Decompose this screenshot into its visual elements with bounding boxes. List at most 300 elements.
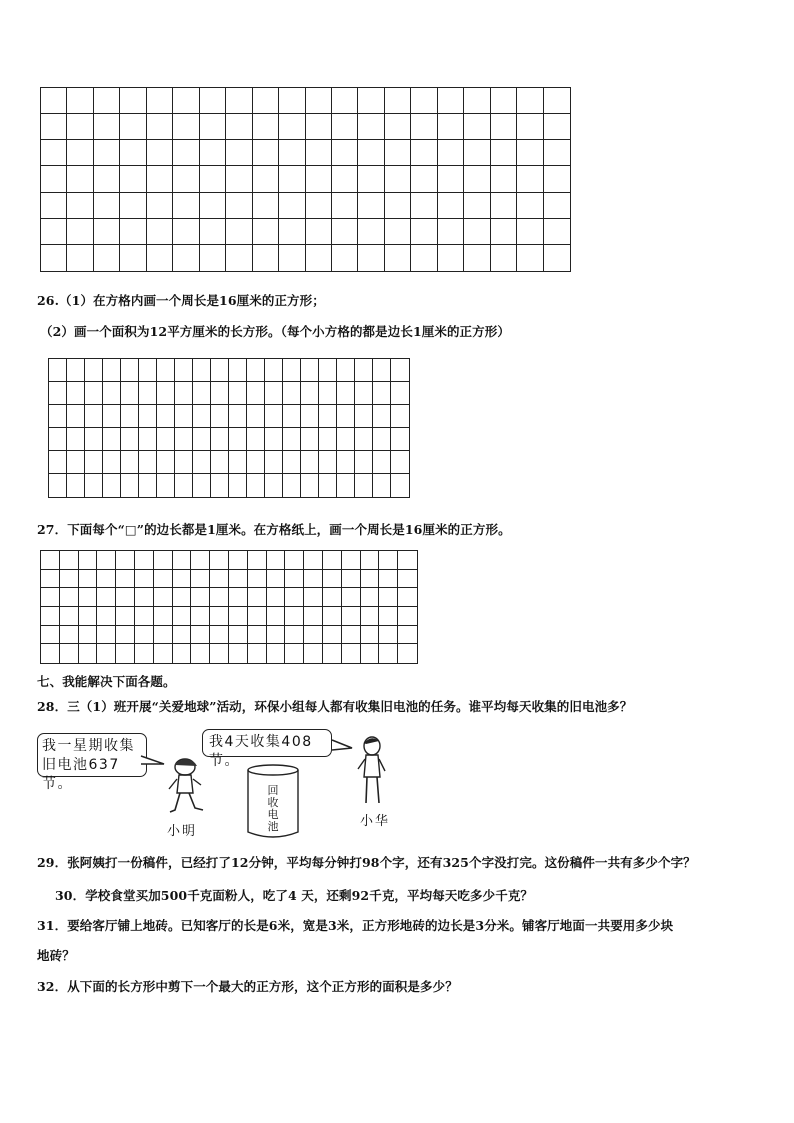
grid-cell[interactable] xyxy=(49,451,67,474)
grid-cell[interactable] xyxy=(517,88,543,114)
grid-cell[interactable] xyxy=(248,644,267,663)
grid-cell[interactable] xyxy=(361,644,380,663)
grid-cell[interactable] xyxy=(253,140,279,166)
grid-cell[interactable] xyxy=(301,405,319,428)
grid-cell[interactable] xyxy=(210,551,229,570)
grid-cell[interactable] xyxy=(438,140,464,166)
grid-cell[interactable] xyxy=(229,405,247,428)
grid-cell[interactable] xyxy=(97,607,116,626)
grid-cell[interactable] xyxy=(373,474,391,497)
grid-cell[interactable] xyxy=(464,140,490,166)
grid-cell[interactable] xyxy=(411,219,437,245)
grid-cell[interactable] xyxy=(306,166,332,192)
grid-cell[interactable] xyxy=(319,474,337,497)
grid-cell[interactable] xyxy=(85,359,103,382)
grid-cell[interactable] xyxy=(267,570,286,589)
grid-cell[interactable] xyxy=(41,114,67,140)
grid-cell[interactable] xyxy=(103,474,121,497)
grid-cell[interactable] xyxy=(211,382,229,405)
grid-cell[interactable] xyxy=(491,140,517,166)
grid-cell[interactable] xyxy=(67,428,85,451)
grid-cell[interactable] xyxy=(247,405,265,428)
grid-cell[interactable] xyxy=(373,359,391,382)
grid-cell[interactable] xyxy=(358,245,384,271)
grid-cell[interactable] xyxy=(306,219,332,245)
grid-cell[interactable] xyxy=(342,551,361,570)
grid-cell[interactable] xyxy=(544,114,570,140)
grid-cell[interactable] xyxy=(226,193,252,219)
grid-cell[interactable] xyxy=(337,451,355,474)
grid-cell[interactable] xyxy=(121,428,139,451)
grid-cell[interactable] xyxy=(120,245,146,271)
grid-cell[interactable] xyxy=(103,451,121,474)
grid-cell[interactable] xyxy=(267,644,286,663)
grid-cell[interactable] xyxy=(200,219,226,245)
grid-cell[interactable] xyxy=(79,588,98,607)
grid-cell[interactable] xyxy=(135,588,154,607)
grid-cell[interactable] xyxy=(120,88,146,114)
grid-cell[interactable] xyxy=(306,88,332,114)
grid-cell[interactable] xyxy=(279,140,305,166)
grid-cell[interactable] xyxy=(79,626,98,645)
grid-cell[interactable] xyxy=(49,405,67,428)
grid-cell[interactable] xyxy=(229,607,248,626)
grid-cell[interactable] xyxy=(229,644,248,663)
grid-cell[interactable] xyxy=(253,193,279,219)
grid-cell[interactable] xyxy=(464,88,490,114)
grid-cell[interactable] xyxy=(411,193,437,219)
grid-cell[interactable] xyxy=(361,626,380,645)
grid-cell[interactable] xyxy=(191,570,210,589)
grid-cell[interactable] xyxy=(385,193,411,219)
grid-top[interactable] xyxy=(40,87,571,272)
grid-cell[interactable] xyxy=(229,570,248,589)
grid-cell[interactable] xyxy=(253,245,279,271)
grid-cell[interactable] xyxy=(398,607,417,626)
grid-cell[interactable] xyxy=(147,140,173,166)
grid-cell[interactable] xyxy=(283,428,301,451)
grid-cell[interactable] xyxy=(279,219,305,245)
grid-cell[interactable] xyxy=(337,474,355,497)
grid-cell[interactable] xyxy=(154,644,173,663)
grid-cell[interactable] xyxy=(173,193,199,219)
grid-cell[interactable] xyxy=(379,644,398,663)
grid-cell[interactable] xyxy=(411,166,437,192)
grid-cell[interactable] xyxy=(342,570,361,589)
grid-cell[interactable] xyxy=(285,644,304,663)
grid-cell[interactable] xyxy=(120,166,146,192)
grid-cell[interactable] xyxy=(41,644,60,663)
grid-cell[interactable] xyxy=(147,193,173,219)
grid-cell[interactable] xyxy=(200,166,226,192)
grid-cell[interactable] xyxy=(355,474,373,497)
grid-cell[interactable] xyxy=(373,428,391,451)
grid-cell[interactable] xyxy=(85,382,103,405)
grid-cell[interactable] xyxy=(285,551,304,570)
grid-cell[interactable] xyxy=(193,359,211,382)
grid-cell[interactable] xyxy=(361,607,380,626)
grid-cell[interactable] xyxy=(438,114,464,140)
grid-cell[interactable] xyxy=(517,219,543,245)
grid-cell[interactable] xyxy=(283,405,301,428)
grid-cell[interactable] xyxy=(67,245,93,271)
grid-cell[interactable] xyxy=(226,140,252,166)
grid-cell[interactable] xyxy=(301,359,319,382)
grid-cell[interactable] xyxy=(200,245,226,271)
grid-cell[interactable] xyxy=(358,114,384,140)
grid-cell[interactable] xyxy=(226,219,252,245)
grid-cell[interactable] xyxy=(438,193,464,219)
grid-cell[interactable] xyxy=(517,114,543,140)
grid-cell[interactable] xyxy=(306,114,332,140)
grid-cell[interactable] xyxy=(544,245,570,271)
grid-cell[interactable] xyxy=(41,626,60,645)
grid-cell[interactable] xyxy=(319,428,337,451)
grid-cell[interactable] xyxy=(147,166,173,192)
grid-cell[interactable] xyxy=(175,405,193,428)
grid-cell[interactable] xyxy=(94,166,120,192)
grid-cell[interactable] xyxy=(544,88,570,114)
grid-cell[interactable] xyxy=(60,570,79,589)
grid-cell[interactable] xyxy=(319,382,337,405)
grid-cell[interactable] xyxy=(41,219,67,245)
grid-cell[interactable] xyxy=(154,551,173,570)
grid-cell[interactable] xyxy=(355,451,373,474)
grid-cell[interactable] xyxy=(173,219,199,245)
grid-cell[interactable] xyxy=(464,245,490,271)
grid-cell[interactable] xyxy=(491,245,517,271)
grid-cell[interactable] xyxy=(464,114,490,140)
grid-cell[interactable] xyxy=(79,607,98,626)
grid-cell[interactable] xyxy=(193,405,211,428)
grid-cell[interactable] xyxy=(304,570,323,589)
grid-cell[interactable] xyxy=(304,626,323,645)
grid-cell[interactable] xyxy=(226,166,252,192)
grid-cell[interactable] xyxy=(41,140,67,166)
grid-cell[interactable] xyxy=(279,114,305,140)
grid-cell[interactable] xyxy=(464,193,490,219)
grid-cell[interactable] xyxy=(283,474,301,497)
grid-cell[interactable] xyxy=(342,588,361,607)
grid-cell[interactable] xyxy=(147,219,173,245)
grid-cell[interactable] xyxy=(385,219,411,245)
grid-cell[interactable] xyxy=(210,626,229,645)
grid-cell[interactable] xyxy=(173,166,199,192)
grid-cell[interactable] xyxy=(120,114,146,140)
grid-cell[interactable] xyxy=(67,474,85,497)
grid-cell[interactable] xyxy=(193,474,211,497)
grid-cell[interactable] xyxy=(379,607,398,626)
grid-cell[interactable] xyxy=(358,219,384,245)
grid-cell[interactable] xyxy=(323,626,342,645)
grid-cell[interactable] xyxy=(103,405,121,428)
grid-cell[interactable] xyxy=(306,140,332,166)
grid-cell[interactable] xyxy=(517,166,543,192)
grid-cell[interactable] xyxy=(67,359,85,382)
grid-cell[interactable] xyxy=(193,451,211,474)
grid-cell[interactable] xyxy=(342,644,361,663)
grid-cell[interactable] xyxy=(304,551,323,570)
grid-cell[interactable] xyxy=(285,570,304,589)
grid-cell[interactable] xyxy=(60,551,79,570)
grid-cell[interactable] xyxy=(267,551,286,570)
grid-cell[interactable] xyxy=(248,570,267,589)
grid-cell[interactable] xyxy=(301,474,319,497)
grid-cell[interactable] xyxy=(355,359,373,382)
grid-cell[interactable] xyxy=(304,644,323,663)
grid-cell[interactable] xyxy=(147,245,173,271)
grid-cell[interactable] xyxy=(200,140,226,166)
grid-cell[interactable] xyxy=(60,626,79,645)
grid-cell[interactable] xyxy=(85,474,103,497)
grid-cell[interactable] xyxy=(139,405,157,428)
grid-cell[interactable] xyxy=(135,626,154,645)
grid-cell[interactable] xyxy=(139,382,157,405)
grid-cell[interactable] xyxy=(41,607,60,626)
grid-cell[interactable] xyxy=(41,166,67,192)
grid-cell[interactable] xyxy=(248,551,267,570)
grid-cell[interactable] xyxy=(49,428,67,451)
grid-cell[interactable] xyxy=(332,88,358,114)
grid-cell[interactable] xyxy=(398,626,417,645)
grid-cell[interactable] xyxy=(229,626,248,645)
grid-cell[interactable] xyxy=(191,588,210,607)
grid-cell[interactable] xyxy=(173,570,192,589)
grid-cell[interactable] xyxy=(211,428,229,451)
grid-cell[interactable] xyxy=(411,140,437,166)
grid-cell[interactable] xyxy=(175,382,193,405)
grid-cell[interactable] xyxy=(385,88,411,114)
grid-cell[interactable] xyxy=(267,607,286,626)
grid-cell[interactable] xyxy=(385,245,411,271)
grid-cell[interactable] xyxy=(154,607,173,626)
grid-cell[interactable] xyxy=(285,588,304,607)
grid-cell[interactable] xyxy=(85,405,103,428)
grid-cell[interactable] xyxy=(306,245,332,271)
grid-cell[interactable] xyxy=(544,140,570,166)
grid-cell[interactable] xyxy=(211,359,229,382)
grid-cell[interactable] xyxy=(301,382,319,405)
grid-cell[interactable] xyxy=(67,219,93,245)
grid-cell[interactable] xyxy=(135,644,154,663)
grid-cell[interactable] xyxy=(279,88,305,114)
grid-cell[interactable] xyxy=(226,245,252,271)
grid-cell[interactable] xyxy=(67,405,85,428)
grid-cell[interactable] xyxy=(49,474,67,497)
grid-cell[interactable] xyxy=(173,140,199,166)
grid-cell[interactable] xyxy=(49,382,67,405)
grid-cell[interactable] xyxy=(191,626,210,645)
grid-cell[interactable] xyxy=(285,626,304,645)
grid-cell[interactable] xyxy=(323,644,342,663)
grid-cell[interactable] xyxy=(210,644,229,663)
grid-cell[interactable] xyxy=(191,607,210,626)
grid-cell[interactable] xyxy=(265,382,283,405)
grid-cell[interactable] xyxy=(94,245,120,271)
grid-cell[interactable] xyxy=(438,88,464,114)
grid-cell[interactable] xyxy=(94,114,120,140)
grid-cell[interactable] xyxy=(139,428,157,451)
grid-cell[interactable] xyxy=(398,570,417,589)
grid-cell[interactable] xyxy=(358,193,384,219)
grid-cell[interactable] xyxy=(253,166,279,192)
grid-cell[interactable] xyxy=(157,428,175,451)
grid-cell[interactable] xyxy=(193,428,211,451)
grid-cell[interactable] xyxy=(94,219,120,245)
grid-cell[interactable] xyxy=(173,626,192,645)
grid-cell[interactable] xyxy=(210,607,229,626)
grid-cell[interactable] xyxy=(391,474,409,497)
grid-cell[interactable] xyxy=(67,140,93,166)
grid-cell[interactable] xyxy=(438,219,464,245)
grid-cell[interactable] xyxy=(438,166,464,192)
grid-cell[interactable] xyxy=(247,382,265,405)
grid-cell[interactable] xyxy=(358,166,384,192)
grid-cell[interactable] xyxy=(319,359,337,382)
grid-cell[interactable] xyxy=(337,405,355,428)
grid-cell[interactable] xyxy=(116,626,135,645)
grid-cell[interactable] xyxy=(229,588,248,607)
grid-cell[interactable] xyxy=(247,359,265,382)
grid-cell[interactable] xyxy=(154,626,173,645)
grid-cell[interactable] xyxy=(94,193,120,219)
grid-cell[interactable] xyxy=(200,88,226,114)
grid-cell[interactable] xyxy=(211,474,229,497)
grid-cell[interactable] xyxy=(60,588,79,607)
grid-cell[interactable] xyxy=(373,382,391,405)
grid-cell[interactable] xyxy=(116,644,135,663)
grid-cell[interactable] xyxy=(544,219,570,245)
grid-cell[interactable] xyxy=(191,644,210,663)
grid-cell[interactable] xyxy=(373,405,391,428)
grid-cell[interactable] xyxy=(332,245,358,271)
grid-cell[interactable] xyxy=(544,166,570,192)
grid-cell[interactable] xyxy=(79,570,98,589)
grid-cell[interactable] xyxy=(301,451,319,474)
grid-cell[interactable] xyxy=(279,245,305,271)
grid-cell[interactable] xyxy=(157,382,175,405)
grid-cell[interactable] xyxy=(157,474,175,497)
grid-cell[interactable] xyxy=(120,193,146,219)
grid-cell[interactable] xyxy=(173,114,199,140)
grid-cell[interactable] xyxy=(323,588,342,607)
grid-cell[interactable] xyxy=(41,570,60,589)
grid-cell[interactable] xyxy=(398,644,417,663)
grid-cell[interactable] xyxy=(229,359,247,382)
grid-cell[interactable] xyxy=(332,193,358,219)
grid-cell[interactable] xyxy=(385,114,411,140)
grid-cell[interactable] xyxy=(355,428,373,451)
grid-cell[interactable] xyxy=(116,570,135,589)
grid-cell[interactable] xyxy=(120,219,146,245)
grid-cell[interactable] xyxy=(67,88,93,114)
grid-cell[interactable] xyxy=(379,588,398,607)
grid-cell[interactable] xyxy=(103,359,121,382)
grid-cell[interactable] xyxy=(157,451,175,474)
grid-cell[interactable] xyxy=(135,607,154,626)
grid-cell[interactable] xyxy=(67,451,85,474)
grid-cell[interactable] xyxy=(229,474,247,497)
grid-cell[interactable] xyxy=(116,588,135,607)
grid-cell[interactable] xyxy=(97,551,116,570)
grid-cell[interactable] xyxy=(97,570,116,589)
grid-cell[interactable] xyxy=(323,570,342,589)
grid-cell[interactable] xyxy=(267,588,286,607)
grid-cell[interactable] xyxy=(398,588,417,607)
grid-cell[interactable] xyxy=(79,551,98,570)
grid-cell[interactable] xyxy=(139,359,157,382)
grid-cell[interactable] xyxy=(253,114,279,140)
grid-cell[interactable] xyxy=(283,382,301,405)
grid-cell[interactable] xyxy=(306,193,332,219)
grid-cell[interactable] xyxy=(229,451,247,474)
grid-cell[interactable] xyxy=(154,588,173,607)
grid-cell[interactable] xyxy=(229,428,247,451)
grid-cell[interactable] xyxy=(379,551,398,570)
grid-cell[interactable] xyxy=(411,245,437,271)
grid-cell[interactable] xyxy=(200,114,226,140)
grid-cell[interactable] xyxy=(391,451,409,474)
grid-cell[interactable] xyxy=(265,359,283,382)
grid-cell[interactable] xyxy=(210,588,229,607)
grid-cell[interactable] xyxy=(173,88,199,114)
grid-cell[interactable] xyxy=(210,570,229,589)
grid-cell[interactable] xyxy=(491,166,517,192)
grid-cell[interactable] xyxy=(267,626,286,645)
grid-cell[interactable] xyxy=(379,570,398,589)
grid-cell[interactable] xyxy=(491,219,517,245)
grid-cell[interactable] xyxy=(358,140,384,166)
grid-cell[interactable] xyxy=(253,219,279,245)
grid-cell[interactable] xyxy=(116,607,135,626)
grid-cell[interactable] xyxy=(361,570,380,589)
grid-cell[interactable] xyxy=(175,474,193,497)
grid-cell[interactable] xyxy=(342,607,361,626)
grid-cell[interactable] xyxy=(411,114,437,140)
grid-cell[interactable] xyxy=(491,88,517,114)
grid-cell[interactable] xyxy=(361,551,380,570)
grid-cell[interactable] xyxy=(41,88,67,114)
grid-cell[interactable] xyxy=(464,219,490,245)
grid-cell[interactable] xyxy=(120,140,146,166)
grid-cell[interactable] xyxy=(265,428,283,451)
grid-cell[interactable] xyxy=(337,382,355,405)
grid-cell[interactable] xyxy=(121,382,139,405)
grid-cell[interactable] xyxy=(279,193,305,219)
grid-cell[interactable] xyxy=(398,551,417,570)
grid-cell[interactable] xyxy=(229,382,247,405)
grid-cell[interactable] xyxy=(121,451,139,474)
grid-cell[interactable] xyxy=(248,588,267,607)
grid-cell[interactable] xyxy=(97,644,116,663)
grid-cell[interactable] xyxy=(193,382,211,405)
grid-cell[interactable] xyxy=(438,245,464,271)
grid-cell[interactable] xyxy=(135,551,154,570)
grid-cell[interactable] xyxy=(173,588,192,607)
grid-cell[interactable] xyxy=(358,88,384,114)
grid-cell[interactable] xyxy=(60,607,79,626)
grid-cell[interactable] xyxy=(319,405,337,428)
grid-cell[interactable] xyxy=(41,245,67,271)
grid-cell[interactable] xyxy=(157,359,175,382)
grid-cell[interactable] xyxy=(139,474,157,497)
grid-cell[interactable] xyxy=(135,570,154,589)
grid-cell[interactable] xyxy=(200,193,226,219)
grid-cell[interactable] xyxy=(121,359,139,382)
grid-question-27[interactable] xyxy=(40,550,418,664)
grid-cell[interactable] xyxy=(379,626,398,645)
grid-cell[interactable] xyxy=(247,428,265,451)
